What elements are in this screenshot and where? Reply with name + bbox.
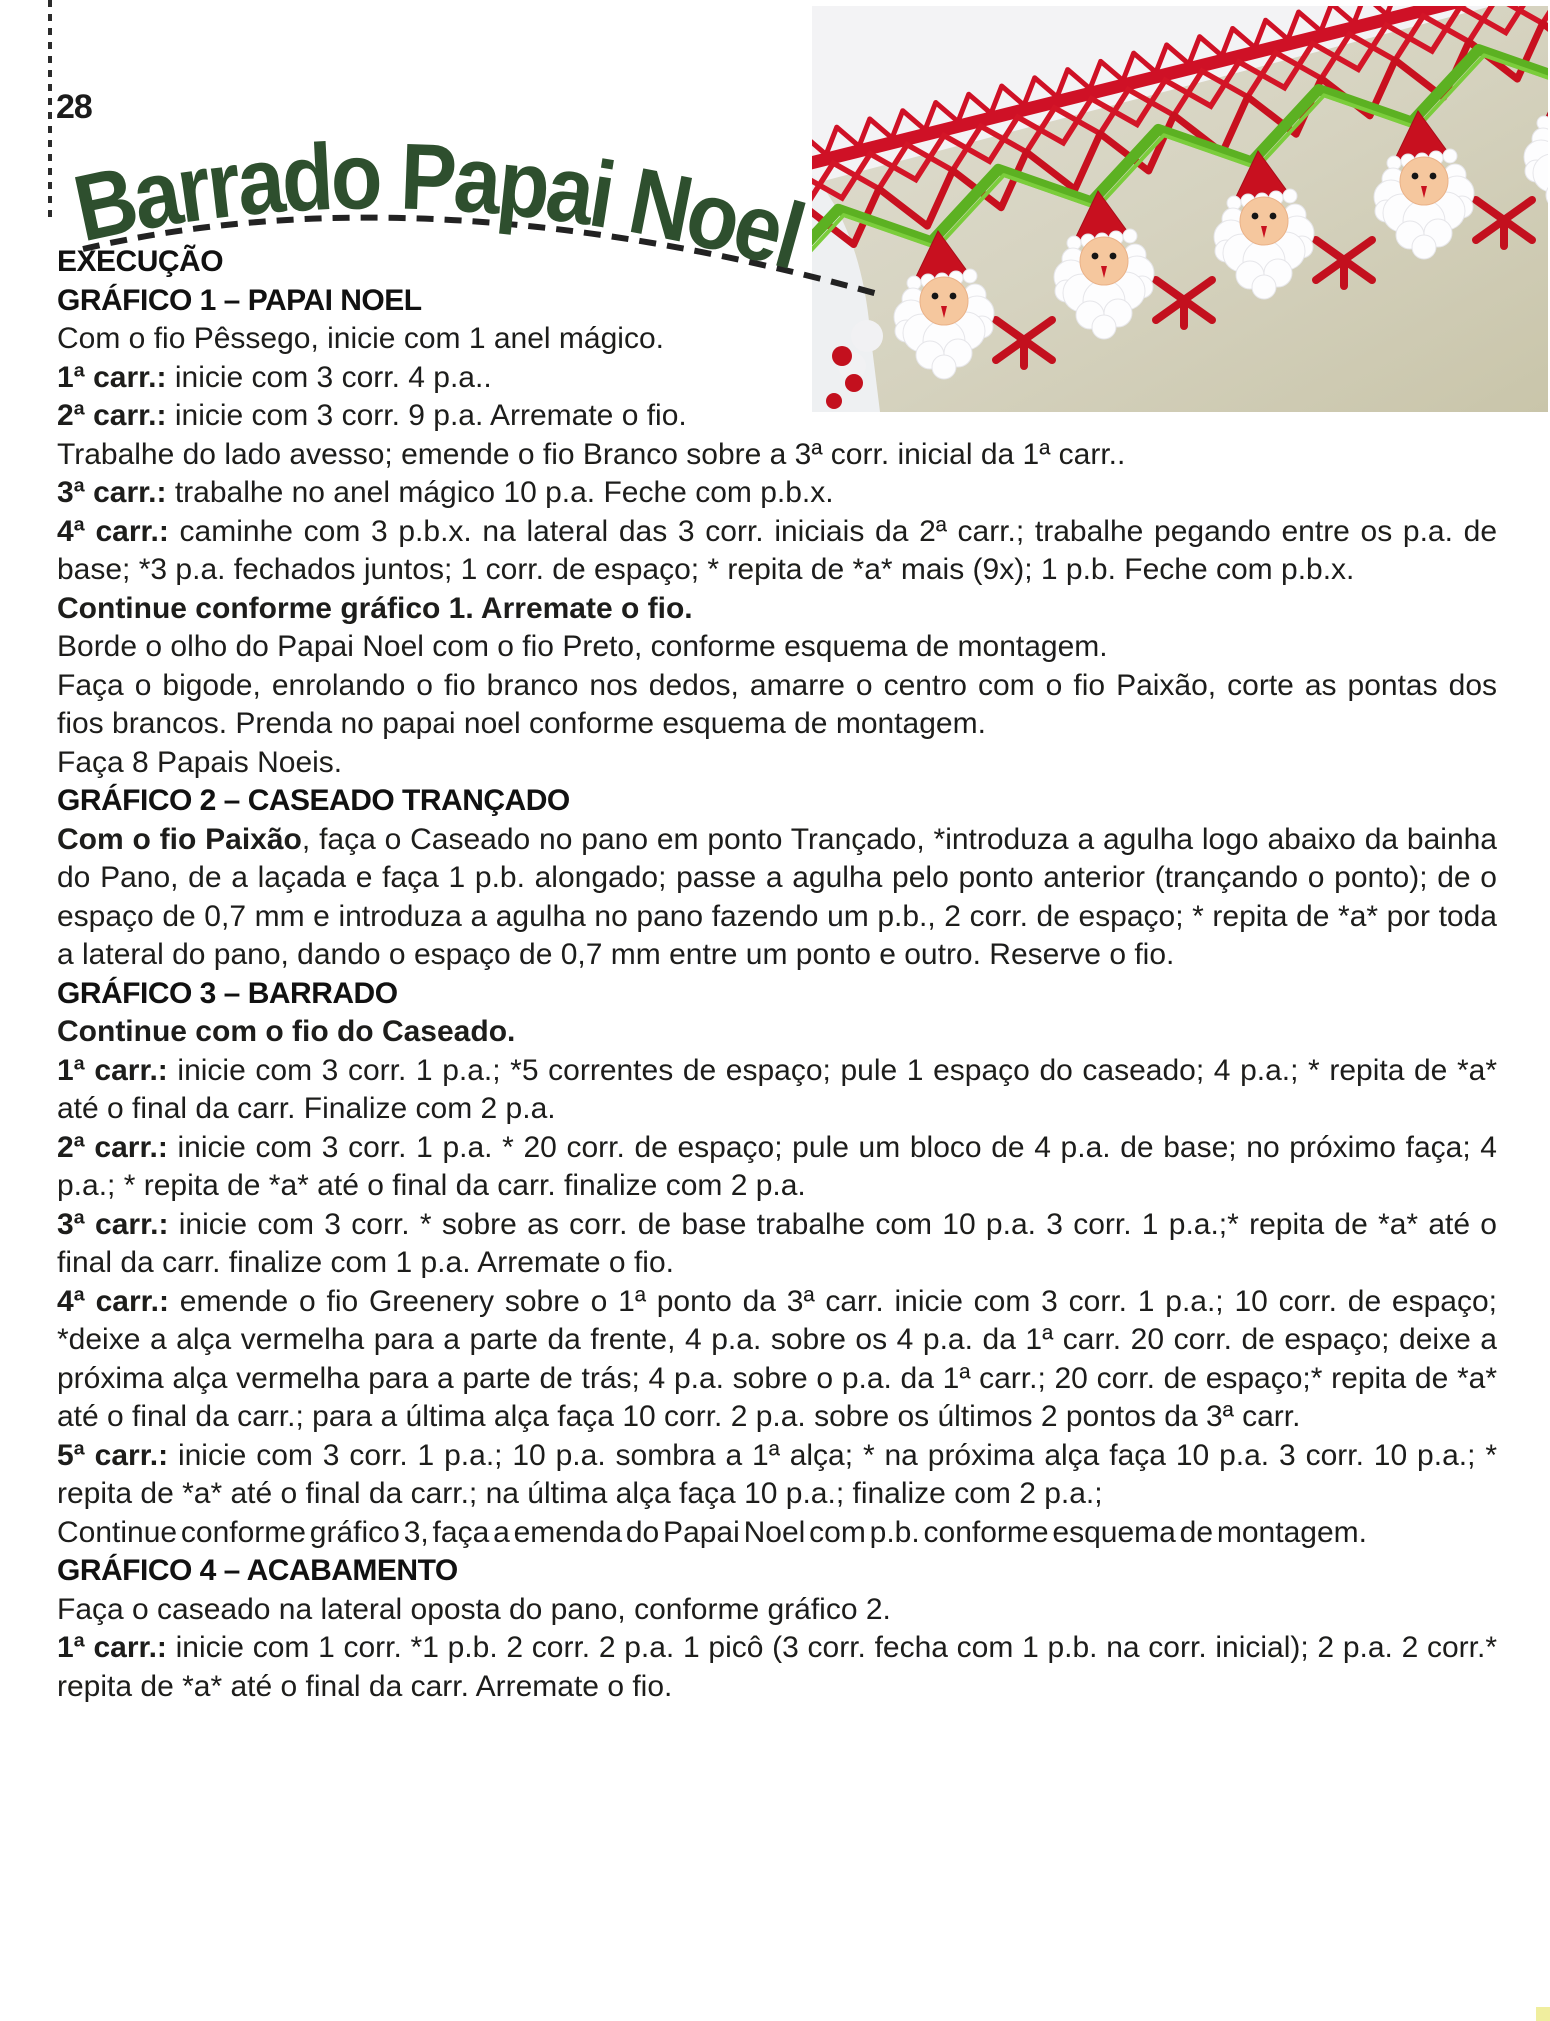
paragraph: Continue conforme gráfico 3, faça a emenda do Papai Noel com p.b. conforme esquema de montagem. xyxy=(57,1515,1367,1549)
page-title: Barrado Papai Noel xyxy=(65,123,815,289)
paragraph: 4ª carr.: emende o fio Greenery sobre o 1ª ponto da 3ª carr. inicie com 3 corr. 1 p.a.; 10 corr. de espaço; *deixe a alça vermelha para a parte da frente, 4 p.a. sobre os 4 p.a. da 1ª carr. 20 corr. de espaço; deixe a próxima alça vermelha para a parte de trás; 4 p.a. sobre o p.a. da 1ª carr.; 20 corr. de espaço;* repita de *a* até o final da carr.; para a última alça faça 10 corr. 2 p.a. sobre os últimos 2 pontos da 3ª carr. xyxy=(57,1284,1497,1433)
paragraph: 5ª carr.: inicie com 3 corr. 1 p.a.; 10 p.a. sombra a 1ª alça; * na próxima alça faça 10 p.a. 3 corr. 10 p.a.; * repita de *a* até o final da carr.; na última alça faça 10 p.a.; finalize com 2 p.a.; xyxy=(57,1438,1497,1510)
heading-execucao: EXECUÇÃO xyxy=(57,245,224,278)
paragraph: Continue com o fio do Caseado. xyxy=(57,1015,516,1048)
page-number: 28 xyxy=(56,88,92,126)
paragraph: 2ª carr.: inicie com 3 corr. 9 p.a. Arremate o fio. xyxy=(57,399,687,432)
paragraph: Faça 8 Papais Noeis. xyxy=(57,745,343,779)
paragraph: 3ª carr.: trabalhe no anel mágico 10 p.a. Feche com p.b.x. xyxy=(57,476,834,509)
paragraph: 1ª carr.: inicie com 3 corr. 4 p.a.. xyxy=(57,360,492,394)
page-title-arc xyxy=(0,0,950,400)
paragraph: Trabalhe do lado avesso; emende o fio Branco sobre a 3ª corr. inicial da 1ª carr.. xyxy=(57,437,1126,471)
paragraph: Com o fio Pêssego, inicie com 1 anel mágico. xyxy=(57,322,664,355)
paragraph: Faça o caseado na lateral oposta do pano, conforme gráfico 2. xyxy=(57,1592,891,1626)
paragraph: Borde o olho do Papai Noel com o fio Preto, conforme esquema de montagem. xyxy=(57,630,1108,663)
heading-grafico-4: GRÁFICO 4 – ACABAMENTO xyxy=(57,1554,458,1587)
corner-yellow-mark xyxy=(1536,2007,1550,2021)
paragraph: Faça o bigode, enrolando o fio branco nos dedos, amarre o centro com o fio Paixão, corte as pontas dos fios brancos. Prenda no papai noel conforme esquema de montagem. xyxy=(57,668,1497,740)
paragraph: 2ª carr.: inicie com 3 corr. 1 p.a. * 20 corr. de espaço; pule um bloco de 4 p.a. de base; no próximo faça; 4 p.a.; * repita de *a* até o final da carr. finalize com 2 p.a. xyxy=(57,1130,1497,1202)
paragraph: 1ª carr.: inicie com 1 corr. *1 p.b. 2 corr. 2 p.a. 1 picô (3 corr. fecha com 1 p.b. na corr. inicial); 2 p.a. 2 corr.* repita de *a* até o final da carr. Arremate o fio. xyxy=(57,1631,1498,1703)
paragraph: 4ª carr.: caminhe com 3 p.b.x. na lateral das 3 corr. iniciais da 2ª carr.; trabalhe pegando entre os p.a. de base; *3 p.a. fechados juntos; 1 corr. de espaço; * repita de *a* mais (9x); 1 p.b. Feche com p.b.x. xyxy=(57,514,1498,586)
heading-grafico-2: GRÁFICO 2 – CASEADO TRANÇADO xyxy=(57,784,570,817)
paragraph: 3ª carr.: inicie com 3 corr. * sobre as corr. de base trabalhe com 10 p.a. 3 corr. 1 p.a.;* repita de *a* até o final da carr. finalize com 1 p.a. Arremate o fio. xyxy=(57,1207,1497,1279)
heading-grafico-1: GRÁFICO 1 – PAPAI NOEL xyxy=(57,283,422,317)
paragraph: 1ª carr.: inicie com 3 corr. 1 p.a.; *5 correntes de espaço; pule 1 espaço do caseado; 4 p.a.; * repita de *a* até o final da carr. Finalize com 2 p.a. xyxy=(57,1053,1498,1125)
heading-grafico-3: GRÁFICO 3 – BARRADO xyxy=(57,976,398,1010)
paragraph: Continue conforme gráfico 1. Arremate o fio. xyxy=(57,591,693,625)
instructions-text xyxy=(57,243,1497,1706)
paragraph: Com o fio Paixão, faça o Caseado no pano em ponto Trançado, *introduza a agulha logo abaixo da bainha do Pano, de a laçada e faça 1 p.b. alongado; passe a agulha pelo ponto anterior (trançando o ponto); de o espaço de 0,7 mm e introduza a agulha no pano fazendo um p.b., 2 corr. de espaço; * repita de *a* por toda a lateral do pano, dando o espaço de 0,7 mm entre um ponto e outro. Reserve o fio. xyxy=(57,822,1497,971)
